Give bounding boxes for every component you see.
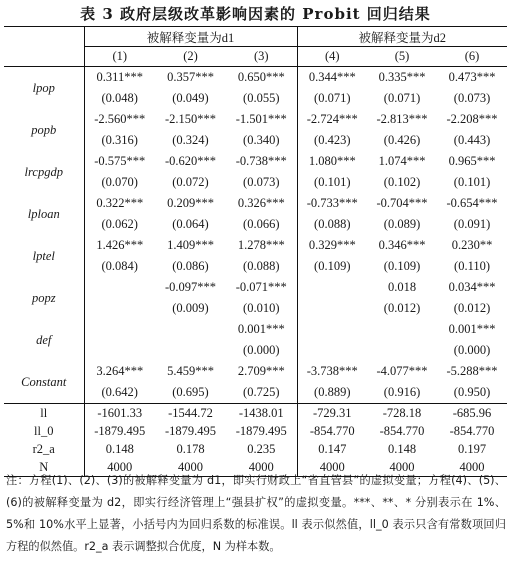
coefficient-cell: -0.733***: [306, 196, 358, 210]
coefficient-cell: 0.001***: [448, 322, 496, 336]
table-row: [4, 109, 507, 130]
table-row: [4, 193, 507, 214]
table-row: [4, 67, 507, 89]
stat-value: -1879.495: [94, 423, 146, 438]
coefficient-cell: 0.335***: [367, 67, 437, 89]
std-error-cell: (0.916): [383, 385, 421, 399]
std-error-cell: (0.071): [383, 91, 421, 105]
table-row: [4, 235, 507, 256]
stat-value: 0.178: [176, 441, 205, 456]
std-error-cell: (0.066): [226, 214, 297, 235]
coefficient-cell: -2.813***: [376, 112, 428, 126]
coefficient-cell: 0.650***: [226, 67, 297, 89]
stat-value: 0.235: [226, 440, 297, 458]
coefficient-cell: 0.034***: [448, 280, 496, 294]
column-header: (3): [226, 47, 297, 67]
column-header: (4): [324, 49, 340, 63]
stat-value: -854.770: [379, 423, 425, 438]
variable-name: lploan: [4, 193, 84, 235]
group-header-d1: 被解释变量为d1: [84, 27, 297, 47]
std-error-cell: (0.073): [453, 91, 491, 105]
std-error-cell: (0.423): [314, 133, 351, 147]
header-group-row: [4, 27, 507, 47]
coefficient-cell: 0.322***: [96, 196, 144, 210]
variable-name: popz: [4, 277, 84, 319]
coefficient-cell: -2.724***: [306, 112, 358, 126]
variable-name: lptel: [4, 235, 84, 277]
stat-value: -1544.72: [155, 404, 226, 423]
std-error-cell: (0.010): [226, 298, 297, 319]
std-error-cell: (0.049): [172, 91, 209, 105]
coefficient-cell: 0.965***: [448, 154, 496, 168]
stat-value: 4000: [84, 458, 155, 477]
coefficient-cell: 0.326***: [226, 193, 297, 214]
coefficient-cell: [84, 319, 155, 340]
coefficient-cell: 0.018: [387, 280, 417, 294]
stat-value: -854.770: [449, 423, 495, 438]
coefficient-cell: [297, 277, 367, 298]
coefficient-cell: 1.409***: [167, 238, 214, 252]
column-header: (1): [112, 49, 128, 63]
std-error-cell: (0.048): [101, 91, 138, 105]
stat-name: ll_0: [4, 422, 84, 440]
std-error-cell: (0.443): [453, 133, 491, 147]
std-error-cell: (0.000): [453, 343, 491, 357]
coefficient-cell: 1.278***: [226, 235, 297, 256]
std-error-cell: [84, 340, 155, 361]
std-error-cell: (0.086): [172, 259, 209, 273]
std-error-cell: [297, 340, 367, 361]
coefficient-cell: 0.346***: [378, 238, 426, 252]
table-row: [4, 151, 507, 172]
std-error-cell: (0.088): [226, 256, 297, 277]
coefficient-cell: 2.709***: [226, 361, 297, 382]
table-title: 表 3 政府层级改革影响因素的 Probit 回归结果: [80, 5, 431, 23]
stat-value: -685.96: [437, 404, 507, 423]
stat-value: 0.148: [105, 441, 134, 456]
table-note: 注：方程(1)、(2)、(3)的被解释变量为 d1，即实行财政上“省直管县”的虚拟变量；方程(4)、(5)、(6)的被解释变量为 d2，即实行经济管理上“强县扩权”的虚拟变量。***、**、* 分别表示在 1%、5%和 10%水平上显著，小括号内为回归系数的标准误。ll 表示似然值，ll_0 表示只含有常数项回归方程的似然值。r2_a 表示调整拟合优度，N 为样本数。: [6, 474, 506, 553]
std-error-cell: (0.012): [453, 301, 491, 315]
std-error-cell: (0.101): [453, 175, 491, 189]
stat-name: ll: [4, 404, 84, 423]
stat-value: 0.147: [318, 441, 347, 456]
std-error-cell: (0.084): [101, 259, 138, 273]
std-error-cell: (0.102): [383, 175, 421, 189]
std-error-cell: (0.055): [226, 88, 297, 109]
std-error-cell: (0.725): [226, 382, 297, 404]
stat-name: N: [4, 458, 84, 477]
std-error-cell: (0.000): [226, 340, 297, 361]
stat-value: 0.197: [457, 441, 487, 456]
variable-name: popb: [4, 109, 84, 151]
std-error-cell: (0.009): [172, 301, 209, 315]
coefficient-cell: 0.001***: [226, 319, 297, 340]
std-error-cell: (0.889): [314, 385, 351, 399]
coefficient-cell: 5.459***: [167, 364, 214, 378]
variable-name: lrcpgdp: [4, 151, 84, 193]
column-header: (5): [394, 49, 410, 63]
coefficient-cell: 1.080***: [308, 154, 356, 168]
stat-row: [4, 404, 507, 423]
std-error-cell: (0.071): [314, 91, 351, 105]
std-error-cell: (0.012): [383, 301, 421, 315]
std-error-cell: (0.950): [453, 385, 491, 399]
coefficient-cell: 0.357***: [155, 67, 226, 89]
coefficient-cell: [155, 319, 226, 340]
stat-value: 4000: [367, 458, 437, 477]
coefficient-cell: [297, 319, 367, 340]
coefficient-cell: [84, 277, 155, 298]
coefficient-cell: -0.620***: [164, 154, 217, 168]
std-error-cell: (0.340): [226, 130, 297, 151]
coefficient-cell: -2.208***: [446, 112, 498, 126]
std-error-cell: (0.324): [172, 133, 209, 147]
std-error-cell: (0.101): [314, 175, 351, 189]
stat-value: -729.31: [297, 404, 367, 423]
group-header-d2: 被解释变量为d2: [297, 27, 507, 47]
std-error-cell: (0.073): [226, 172, 297, 193]
coefficient-cell: -5.288***: [446, 364, 498, 378]
coefficient-cell: 1.074***: [378, 154, 426, 168]
coefficient-cell: -0.704***: [376, 196, 428, 210]
stat-value: -854.770: [309, 423, 355, 438]
stat-row: [4, 440, 507, 458]
stat-value: -1438.01: [226, 404, 297, 423]
column-header: (6): [464, 49, 480, 63]
std-error-cell: [84, 298, 155, 319]
coefficient-cell: -4.077***: [376, 364, 428, 378]
coefficient-cell: -2.150***: [164, 112, 217, 126]
coefficient-cell: 3.264***: [96, 364, 144, 378]
stat-value: 4000: [226, 458, 297, 477]
std-error-cell: (0.109): [314, 259, 351, 273]
stat-name: r2_a: [4, 440, 84, 458]
variable-name: def: [4, 319, 84, 361]
coefficient-cell: 0.329***: [308, 238, 356, 252]
std-error-cell: (0.110): [454, 259, 491, 273]
table-row: [4, 277, 507, 298]
coefficient-cell: -0.575***: [94, 154, 146, 168]
stat-value: 4000: [437, 458, 507, 477]
std-error-cell: [297, 298, 367, 319]
std-error-cell: (0.642): [101, 385, 138, 399]
coefficient-cell: -0.097***: [164, 280, 217, 294]
std-error-cell: (0.070): [101, 175, 138, 189]
std-error-cell: (0.072): [172, 175, 209, 189]
stat-value: 4000: [297, 458, 367, 477]
coefficient-cell: 1.426***: [96, 238, 144, 252]
std-error-cell: (0.426): [383, 133, 421, 147]
coefficient-cell: -3.738***: [306, 364, 358, 378]
table-row: [4, 319, 507, 340]
std-error-cell: [367, 340, 437, 361]
stat-value: -1601.33: [84, 404, 155, 423]
header-column-row: [4, 47, 507, 67]
std-error-cell: (0.089): [383, 217, 421, 231]
variable-name: lpop: [4, 67, 84, 110]
stat-value: 0.148: [387, 441, 417, 456]
std-error-cell: (0.091): [453, 217, 491, 231]
std-error-cell: (0.109): [383, 259, 421, 273]
coefficient-cell: -2.560***: [94, 112, 146, 126]
stat-value: -1879.495: [164, 423, 217, 438]
stat-value: -1879.495: [226, 422, 297, 440]
variable-name: Constant: [4, 361, 84, 404]
std-error-cell: (0.695): [172, 385, 209, 399]
std-error-cell: [155, 340, 226, 361]
coefficient-cell: -0.654***: [446, 196, 498, 210]
coefficient-cell: [367, 319, 437, 340]
std-error-cell: (0.064): [172, 217, 209, 231]
coefficient-cell: 0.230**: [451, 238, 493, 252]
coefficient-cell: 0.473***: [437, 67, 507, 89]
column-header: (2): [183, 49, 198, 63]
coefficient-cell: -1.501***: [226, 109, 297, 130]
regression-table: [4, 26, 507, 477]
stat-value: -728.18: [367, 404, 437, 423]
coefficient-cell: -0.071***: [226, 277, 297, 298]
std-error-cell: (0.088): [314, 217, 351, 231]
std-error-cell: (0.316): [101, 133, 138, 147]
coefficient-cell: 0.344***: [297, 67, 367, 89]
stat-value: 4000: [155, 458, 226, 477]
coefficient-cell: -0.738***: [226, 151, 297, 172]
coefficient-cell: 0.209***: [167, 196, 214, 210]
table-row: [4, 361, 507, 382]
std-error-cell: (0.062): [101, 217, 138, 231]
stat-row: [4, 422, 507, 440]
coefficient-cell: 0.311***: [84, 67, 155, 89]
